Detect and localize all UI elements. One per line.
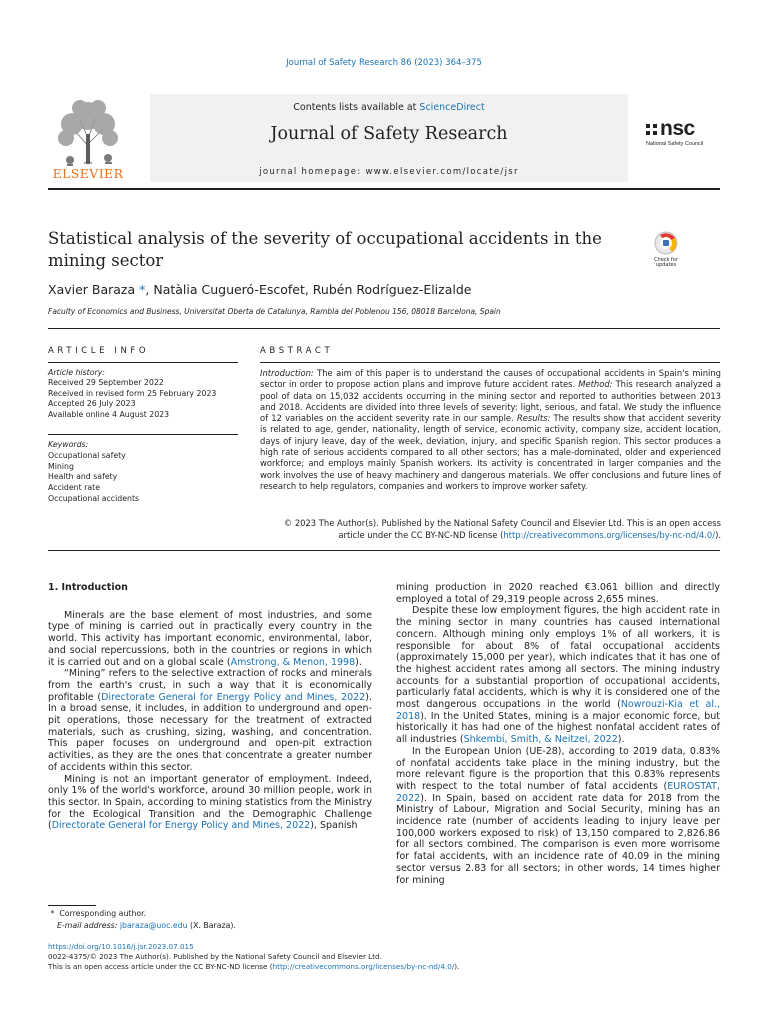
paragraph-text: ). In Spain, based on accident rate data for 2018 from the Ministry of Labour, Migration and Social Security, mining has an incidence rate (number of accidents leading to injury leave per 100,000 workers exposed to risk) of 13,150 compared to 2,826.86 for all sectors combined. The comparison is even more worrisome for fatal accidents, with an incidence rate of 40.09 in the mining sector versus 2.83 for all sectors; in other words, 14 times higher for mining <box>396 792 720 886</box>
abstract-results: The results show that accident severity is related to age, gender, nationality, length of service, economic activity, company size, accident location, days of injury leave, day of the week, deviation, injury, and specific Spanish region. This sector produces a high rate of serious accidents compared to all other sectors; has a male-dominated, older and experienced workforce; and employs mainly Spanish workers. Its activity is concentrated in larger companies and the work involves the use of heavy machinery and dangerous materials. We offer conclusions and future lines of research to help regulators, companies and workers to improve worker safety. <box>260 413 721 491</box>
keyword-item: Occupational accidents <box>48 493 140 503</box>
oa-prefix: This is an open access article under the CC BY-NC-ND license ( <box>48 962 273 971</box>
body-left-column <box>48 582 372 832</box>
journal-header <box>150 94 628 182</box>
license-suffix: ). <box>715 529 721 540</box>
contents-prefix: Contents lists available at <box>293 102 420 113</box>
other-authors: , Natàlia Cugueró-Escofet, Rubén Rodríguez-Elizalde <box>145 282 472 297</box>
article-title: Statistical analysis of the severity of occupational accidents in the mining sector <box>48 229 602 270</box>
oa-license-link[interactable]: http://creativecommons.org/licenses/by-nc-nd/4.0/ <box>272 962 455 971</box>
body-right-column <box>396 582 720 886</box>
history-item: Accepted 26 July 2023 <box>48 399 136 409</box>
journal-homepage[interactable]: journal homepage: www.elsevier.com/locate/jsr <box>259 167 519 177</box>
paragraph <box>48 610 372 669</box>
paragraph <box>396 605 720 745</box>
article-info-rule <box>48 362 238 363</box>
citation-link[interactable]: Amstrong, & Menon, 1998 <box>230 656 356 668</box>
article-info-heading: ARTICLE INFO <box>48 346 150 356</box>
abstract-bottom-rule <box>48 550 720 551</box>
license-prefix: article under the CC BY-NC-ND license ( <box>338 529 504 540</box>
citation-link[interactable]: Directorate General for Energy Policy and Mines, 2022 <box>101 691 366 703</box>
sciencedirect-link[interactable]: ScienceDirect <box>419 102 485 113</box>
footnote-mark: * <box>50 909 55 918</box>
paragraph-text: “Mining” refers to the selective extraction of rocks and minerals from the earth's crust, in such a way that it is economically profitable ( <box>48 668 372 703</box>
email-suffix: (X. Baraza). <box>187 920 236 930</box>
open-access-line <box>48 962 728 972</box>
citation-link[interactable]: EUROSTAT, 2022 <box>396 780 720 804</box>
paragraph-text: ). <box>355 656 362 668</box>
footnote-text: Corresponding author. <box>59 909 147 918</box>
nsc-mark <box>646 118 722 140</box>
elsevier-wordmark: ELSEVIER <box>52 166 124 181</box>
email-label: E-mail address: <box>57 920 120 930</box>
license-link[interactable]: http://creativecommons.org/licenses/by-nc-nd/4.0/ <box>503 529 716 540</box>
paragraph: mining production in 2020 reached €3.061 billion and directly employed a total of 29,319 people across 2,655 mines. <box>396 582 720 605</box>
issn-line: 0022-4375/© 2023 The Author(s). Published by the National Safety Council and Elsevier Ltd. <box>48 952 382 961</box>
oa-suffix: ). <box>454 962 460 971</box>
journal-title: Journal of Safety Research <box>270 124 508 144</box>
section-heading: 1. Introduction <box>48 582 128 593</box>
history-label: Article history: <box>48 368 105 377</box>
paragraph-text: In the European Union (UE-28), according to 2019 data, 0.83% of nonfatal accidents take place in the mining industry, but the more relevant figure is the proportion that this 0.83% represents with respect to the total number of fatal accidents ( <box>396 745 720 792</box>
keyword-item: Health and safety <box>48 472 118 482</box>
keywords <box>48 440 248 505</box>
author-1: Xavier Baraza <box>48 282 140 297</box>
paragraph-text: ). <box>617 734 625 746</box>
article-history <box>48 368 248 420</box>
paragraph <box>48 668 372 773</box>
doi-link[interactable]: https://doi.org/10.1016/j.jsr.2023.07.015 <box>48 942 194 951</box>
paragraph <box>396 746 720 886</box>
nsc-wordmark: nsc <box>660 117 695 140</box>
paragraph <box>48 774 372 833</box>
paragraph-text: ), Spanish <box>310 820 358 832</box>
keywords-rule <box>48 434 238 435</box>
email-link[interactable]: jbaraza@uoc.edu <box>119 920 188 930</box>
affiliation-rule <box>48 328 720 329</box>
contents-line <box>150 102 628 113</box>
keyword-item: Mining <box>48 461 74 471</box>
footnote-rule <box>48 905 96 906</box>
keyword-item: Occupational safety <box>48 450 126 460</box>
check-updates-line1: Check for <box>654 257 678 263</box>
check-for-updates-icon[interactable] <box>648 230 684 268</box>
email-footnote <box>48 920 372 932</box>
corresponding-footnote <box>48 908 372 920</box>
paragraph-text: Despite these low employment figures, the high accident rate in the mining sector in many countries has caused international concern. Although mining only employs 1% of all workers, it is responsible for about 8% of fatal occupational accidents (approximately 15,000 per year), which indicates that it has one of the highest accident rates among all sectors. The mining industry accounts for a substantial proportion of occupational accidents, particularly fatal accidents, which is why it is considered one of the most dangerous occupations in the world ( <box>396 605 720 711</box>
citation-link[interactable]: Directorate General for Energy Policy and Mines, 2022 <box>51 820 311 832</box>
corresponding-author-mark[interactable]: * <box>139 282 146 297</box>
paragraph-text: Mining is not an important generator of employment. Indeed, only 1% of the world's workforce, around 30 million people, work in this sector. In Spain, according to mining statistics from the Ministry for the Ecological Transition and the Demographic Challenge ( <box>48 773 372 832</box>
citation-link[interactable]: Shkembi, Smith, & Neitzel, 2022 <box>463 734 618 746</box>
authors <box>48 282 471 297</box>
abstract-intro: The aim of this paper is to understand the causes of occupational accidents in Spain's mining sector in order to propose action plans and improve future accident rates. <box>260 368 721 390</box>
check-updates-line2: updates <box>655 262 677 268</box>
abstract-heading: ABSTRACT <box>260 346 334 356</box>
footnote <box>48 908 372 931</box>
page-footer <box>48 942 728 972</box>
paragraph-text: ). In the United States, mining is a major economic force, but historically it has had one of the highest nonfatal accident rates of all industries ( <box>396 710 720 746</box>
nsc-dots-icon <box>646 124 657 135</box>
abstract-intro-label: Introduction: <box>260 368 314 378</box>
citation-link[interactable]: Nowrouzi-Kia et al., 2018 <box>396 699 720 722</box>
history-item: Available online 4 August 2023 <box>48 409 170 419</box>
abstract-method: This research analyzed a pool of data on 15,032 accidents occurring in the mining sector and reported to authorities between 2013 and 2018. Accidents are divided into three levels of severity: light, serious, and fatal. We study the influence of 12 variables on the accident severity rate in our sample. <box>260 379 721 424</box>
history-item: Received 29 September 2022 <box>48 378 164 388</box>
abstract-rule <box>260 362 720 363</box>
abstract-license <box>260 518 721 541</box>
keywords-label: Keywords: <box>48 440 89 449</box>
paragraph-text: Minerals are the base element of most industries, and some type of mining is carried out in practically every country in the world. This activity has important economic, environmental, labor, and social repercussions, both in the countries or regions in which it is carried out and on a global scale ( <box>48 609 372 668</box>
nsc-name: National Safety Council <box>646 141 704 147</box>
history-item: Received in revised form 25 February 2023 <box>48 388 217 398</box>
affiliation: Faculty of Economics and Business, Universitat Oberta de Catalunya, Rambla del Poblenou 156, 08018 Barcelona, Spain <box>48 307 501 316</box>
abstract-results-label: Results: <box>516 413 551 424</box>
abstract-text <box>260 368 721 492</box>
journal-citation[interactable]: Journal of Safety Research 86 (2023) 364–375 <box>286 58 482 68</box>
keyword-item: Accident rate <box>48 483 100 493</box>
paragraph-text: ). In a broad sense, it includes, in addition to underground and open-pit operations, those necessary for the treatment of extracted materials, such as crushing, sizing, washing, and concentration. This paper focuses on underground and open-pit extraction activities, as they are the ones that concentrate a greater number of accidents within this sector. <box>48 691 373 773</box>
nsc-logo <box>646 118 722 147</box>
abstract-method-label: Method: <box>578 379 613 390</box>
license-line-1: © 2023 The Author(s). Published by the National Safety Council and Elsevier Ltd. This is an open access <box>283 518 721 528</box>
header-rule <box>48 188 720 190</box>
license-line-2 <box>260 530 721 542</box>
